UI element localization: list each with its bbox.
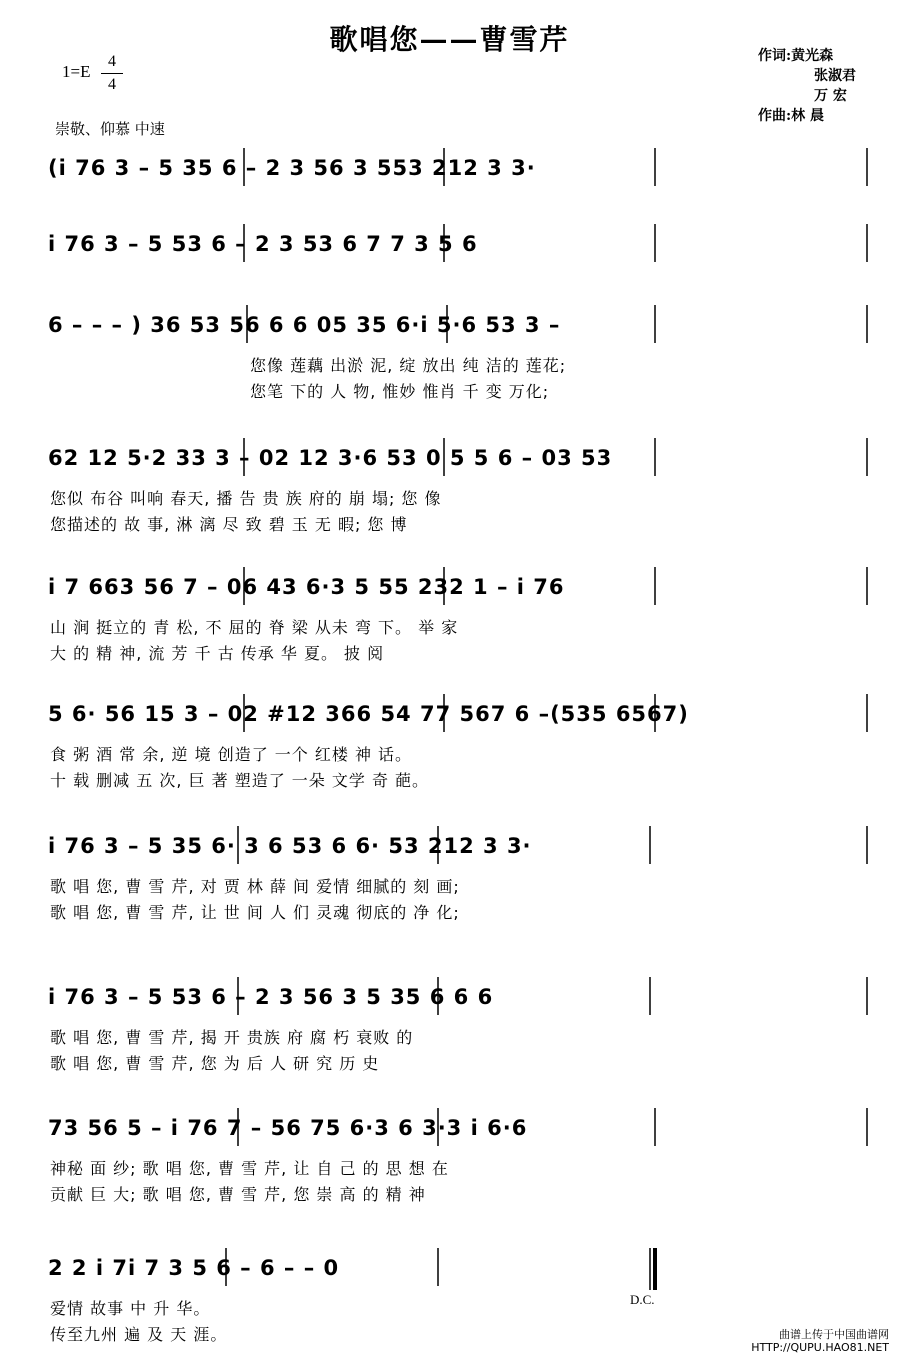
watermark-line-2: HTTP://QUPU.HAO81.NET	[751, 1341, 889, 1354]
lyrics-verse-1: 您似 布谷 叫响 春天, 播 告 贵 族 府的 崩 塌; 您 像	[50, 489, 442, 508]
notation-line: i 7 663 56 7 – 06 43 6·3 5 55 232 1 – i 76	[48, 575, 565, 599]
watermark-line-1: 曲谱上传于中国曲谱网	[779, 1328, 889, 1341]
lyrics-verse-1: 神秘 面 纱; 歌 唱 您, 曹 雪 芹, 让 自 己 的 思 想 在	[50, 1159, 449, 1178]
song-title: 歌唱您——曹雪芹	[329, 23, 570, 56]
lyrics-verse-2: 歌 唱 您, 曹 雪 芹, 让 世 间 人 们 灵魂 彻底的 净 化;	[50, 903, 460, 922]
notation-line: i 76 3 – 5 53 6 – 2 3 53 6 7 7 3 5 6	[48, 232, 478, 256]
lyrics-verse-2: 传至九州 遍 及 天 涯。	[50, 1325, 228, 1344]
lyrics-verse-1: 歌 唱 您, 曹 雪 芹, 对 贾 林 薛 间 爱情 细腻的 刻 画;	[50, 877, 460, 896]
notation-line: 2 2 i 7i 7 3 5 6 – 6 – – 0	[48, 1256, 340, 1280]
time-signature-bottom: 4	[108, 76, 116, 93]
notation-line: 62 12 5·2 33 3 – 02 12 3·6 53 0 5 5 6 – 03 53	[48, 446, 613, 470]
watermark	[751, 1328, 889, 1354]
lyrics-verse-1: 爱情 故事 中 升 华。	[50, 1299, 211, 1318]
credit-lyricist-2: 张淑君	[814, 68, 856, 84]
lyrics-verse-1: 歌 唱 您, 曹 雪 芹, 揭 开 贵族 府 腐 朽 衰败 的	[50, 1028, 414, 1047]
da-capo-mark: D.C.	[630, 1292, 655, 1307]
barlines	[226, 148, 867, 1290]
key-signature: 1=E	[62, 62, 91, 81]
credit-composer: 作曲:林 晨	[758, 108, 825, 124]
lyrics-verse-1: 山 涧 挺立的 青 松, 不 屈的 脊 梁 从未 弯 下。 举 家	[50, 618, 459, 637]
time-signature-top: 4	[108, 53, 116, 70]
notation-line: i 76 3 – 5 53 6 – 2 3 56 3 5 35 6 6 6	[48, 985, 494, 1009]
lyrics-verse-2: 大 的 精 神, 流 芳 千 古 传承 华 夏。 披 阅	[50, 644, 385, 663]
notation-line: 73 56 5 – i 76 7 – 56 75 6·3 6 3·3 i 6·6	[48, 1116, 528, 1140]
credit-lyricist-3: 万 宏	[814, 88, 847, 104]
credit-lyricist-1: 作词:黄光森	[758, 48, 834, 64]
lyrics-verse-1: 食 粥 酒 常 余, 逆 境 创造了 一个 红楼 神 话。	[50, 745, 413, 764]
notation-line: (i 76 3 – 5 35 6 – 2 3 56 3 553 212 3 3·	[48, 156, 536, 180]
notation-line: i 76 3 – 5 35 6· 3 6 53 6 6· 53 212 3 3·	[48, 834, 532, 858]
lyrics-verse-2: 十 载 删减 五 次, 巨 著 塑造了 一朵 文学 奇 葩。	[50, 771, 430, 790]
notation-line: 5 6· 56 15 3 – 02 #12 366 54 77 567 6 –(535 6567)	[48, 702, 689, 726]
lyrics-verse-2: 您笔 下的 人 物, 惟妙 惟肖 千 变 万化;	[250, 382, 550, 401]
lyrics-verse-1: 您像 莲藕 出淤 泥, 绽 放出 纯 洁的 莲花;	[250, 356, 567, 375]
lyrics-verse-2: 贡献 巨 大; 歌 唱 您, 曹 雪 芹, 您 崇 高 的 精 神	[50, 1185, 426, 1204]
notation-line: 6 – – – ) 36 53 56 6 6 05 35 6·i 5·6 53 3 –	[48, 313, 561, 337]
lyrics-verse-2: 您描述的 故 事, 淋 漓 尽 致 碧 玉 无 暇; 您 博	[50, 515, 408, 534]
tempo-marking: 崇敬、仰慕 中速	[55, 120, 165, 138]
lyrics-verse-2: 歌 唱 您, 曹 雪 芹, 您 为 后 人 研 究 历 史	[50, 1054, 380, 1073]
